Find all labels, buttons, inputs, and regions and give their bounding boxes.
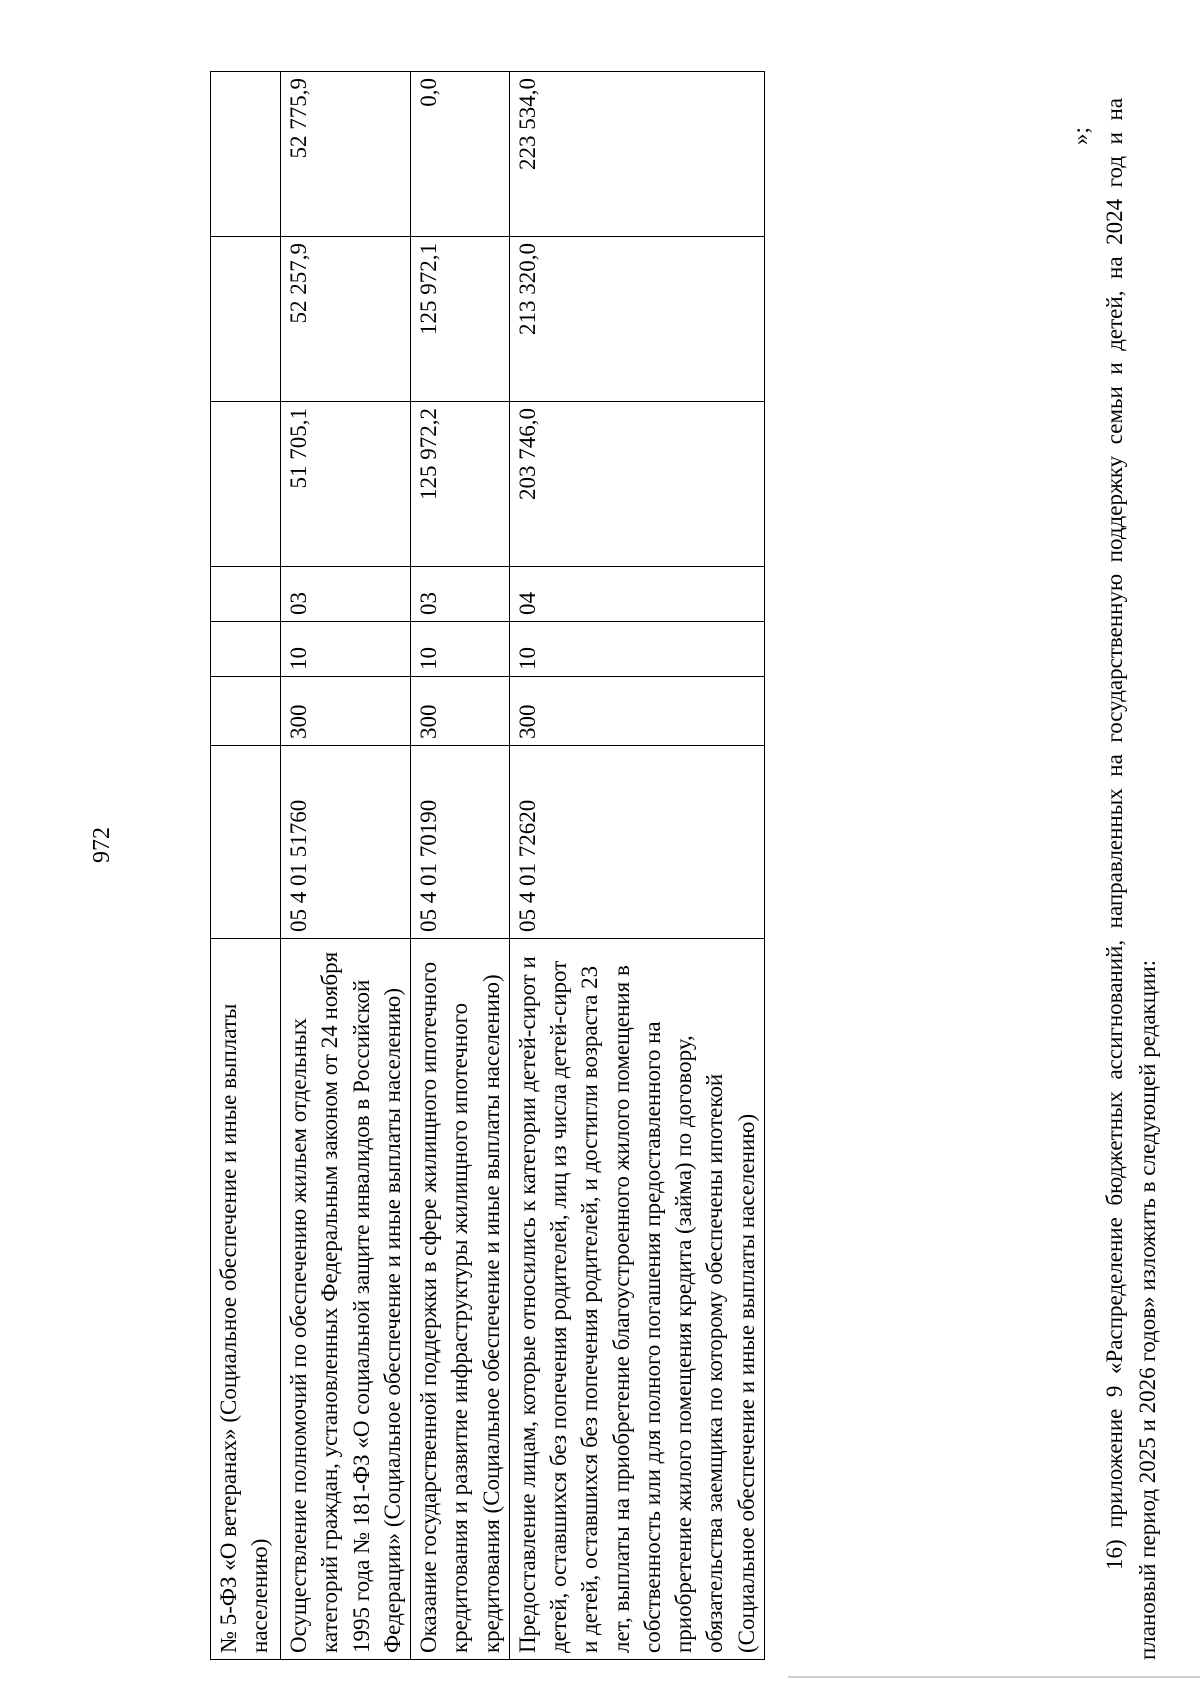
amount-2024-cell: 203 746,0	[509, 402, 764, 567]
row-name-cell: Предоставление лицам, которые относились к категории детей-сирот и детей, оставшихся без попечения родителей, лиц из числа детей-сирот и детей, оставшихся без попечения родителей, и достигли возраста 23 лет, выплаты на приобретение благоустроенного жилого помещения в собственность или для полного погашения предоставленного на приобретение жилого помещения кредита (займа) по договору, обязательства заемщика по которому обеспечены ипотекой (Социальное обеспечение и иные выплаты населению)	[509, 939, 764, 1660]
expense-type-cell: 300	[509, 677, 764, 746]
target-article-cell	[211, 746, 281, 939]
section-cell: 10	[509, 622, 764, 677]
subsection-cell: 03	[281, 567, 411, 622]
closing-quote: »;	[1068, 127, 1093, 145]
page-number: 972	[89, 827, 115, 863]
subsection-cell: 04	[509, 567, 764, 622]
amount-2026-cell	[211, 72, 281, 237]
section-cell: 10	[411, 622, 510, 677]
table-row	[509, 72, 764, 1660]
subsection-cell: 03	[411, 567, 510, 622]
amount-2026-cell: 0,0	[411, 72, 510, 237]
target-article-cell: 05 4 01 72620	[509, 746, 764, 939]
paragraph-16: 16) приложение 9 «Распределение бюджетных ассигнований, направленных на государственную поддержку семьи и детей, на 2024 год и на плановый период 2025 и 2026 годов» изложить в следующей редакции:	[1102, 98, 1161, 1660]
table-row	[211, 72, 281, 1660]
expense-type-cell: 300	[411, 677, 510, 746]
amount-2024-cell: 125 972,2	[411, 402, 510, 567]
row-name-cell: № 5-ФЗ «О ветеранах» (Социальное обеспечение и иные выплаты населению)	[211, 939, 281, 1660]
expense-type-cell	[211, 677, 281, 746]
row-name-cell: Оказание государственной поддержки в сфере жилищного ипотечного кредитования и развитие инфраструктуры жилищного ипотечного кредитования (Социальное обеспечение и иные выплаты населению)	[411, 939, 510, 1660]
amount-2024-cell: 51 705,1	[281, 402, 411, 567]
amount-2025-cell: 125 972,1	[411, 237, 510, 402]
rotated-page-content	[210, 78, 1200, 1660]
amount-2024-cell	[211, 402, 281, 567]
target-article-cell: 05 4 01 51760	[281, 746, 411, 939]
amount-2025-cell: 52 257,9	[281, 237, 411, 402]
scan-edge-line	[788, 1676, 1200, 1678]
row-name-cell: Осуществление полномочий по обеспечению жильем отдельных категорий граждан, установленных Федеральным законом от 24 ноября 1995 года № 181-ФЗ «О социальной защите инвалидов в Российской Федерации» (Социальное обеспечение и иные выплаты населению)	[281, 939, 411, 1660]
expense-type-cell: 300	[281, 677, 411, 746]
table-row	[411, 72, 510, 1660]
amount-2025-cell	[211, 237, 281, 402]
amount-2026-cell: 52 775,9	[281, 72, 411, 237]
amount-2025-cell: 213 320,0	[509, 237, 764, 402]
subsection-cell	[211, 567, 281, 622]
target-article-cell: 05 4 01 70190	[411, 746, 510, 939]
table-row	[281, 72, 411, 1660]
amount-2026-cell: 223 534,0	[509, 72, 764, 237]
budget-allocation-table	[210, 71, 765, 1660]
section-cell: 10	[281, 622, 411, 677]
section-cell	[211, 622, 281, 677]
